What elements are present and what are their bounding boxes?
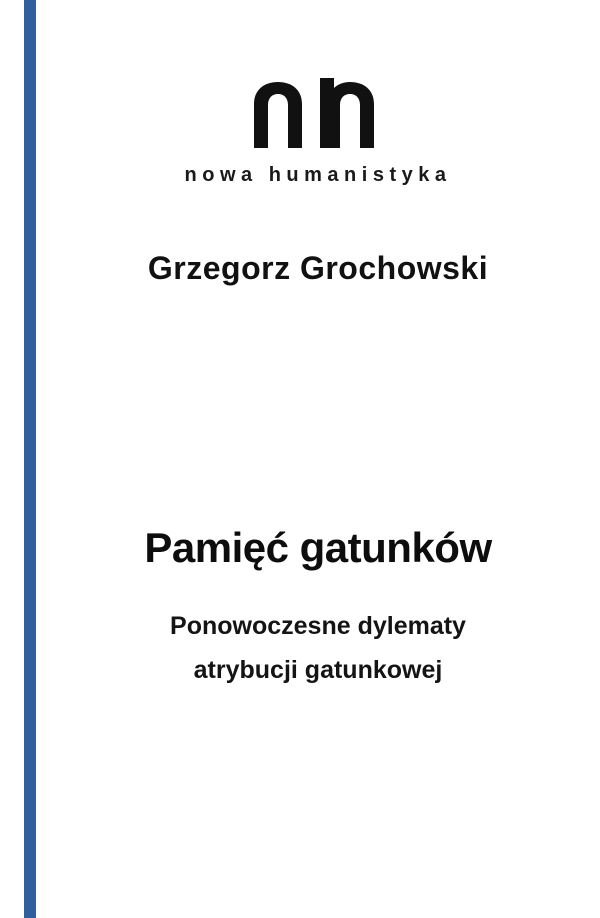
cover-content: [36, 0, 600, 918]
publisher-wordmark: nowa humanistyka: [184, 164, 452, 186]
subtitle-line-1: Ponowoczesne dylematy: [170, 612, 466, 641]
spine-color-bar: [24, 0, 36, 918]
subtitle-line-2: atrybucji gatunkowej: [193, 655, 443, 684]
author-name: Grzegorz Grochowski: [147, 250, 489, 286]
publisher-logo-block: [36, 78, 600, 187]
book-title: Pamięć gatunków: [144, 524, 492, 571]
nh-monogram-icon: [248, 78, 388, 150]
book-subtitle: [36, 605, 600, 693]
title-block: [36, 525, 600, 693]
